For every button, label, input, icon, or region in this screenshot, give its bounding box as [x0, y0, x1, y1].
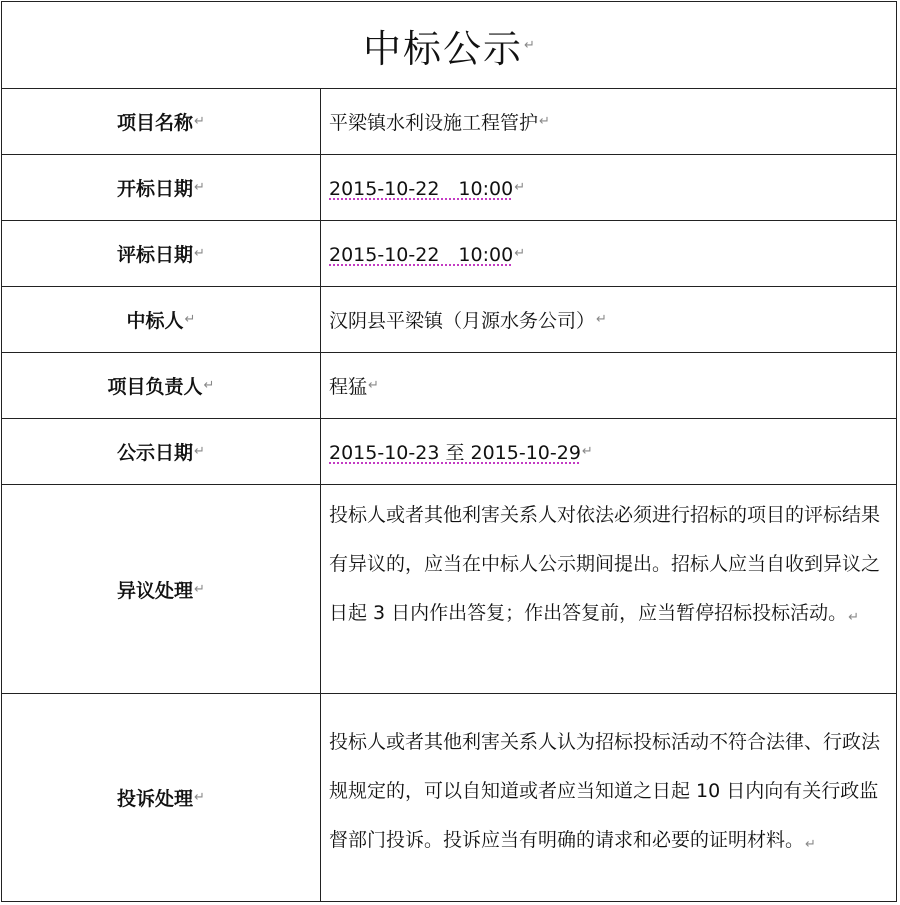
row-label: 投诉处理 ↵ — [2, 694, 321, 901]
row-label: 开标日期 ↵ — [2, 155, 321, 220]
row-label: 中标人 ↵ — [2, 287, 321, 352]
page-title: 中标公示 — [363, 26, 524, 71]
paragraph-mark-icon: ↵ — [514, 180, 526, 195]
row-label: 评标日期 ↵ — [2, 221, 321, 286]
row-value: 汉阴县平梁镇（月源水务公司） ↵ — [329, 310, 607, 332]
paragraph-mark-icon: ↵ — [581, 444, 593, 459]
table-row — [2, 485, 896, 694]
table-row — [2, 419, 896, 485]
row-value: 程猛 ↵ — [329, 376, 379, 398]
paragraph-mark-icon: ↵ — [524, 37, 535, 53]
row-label: 项目负责人 ↵ — [2, 353, 321, 418]
paragraph-mark-icon: ↵ — [194, 180, 205, 195]
table-row — [2, 221, 896, 287]
paragraph-mark-icon: ↵ — [203, 378, 215, 393]
row-value: 2015-10-22 10:00 ↵ — [329, 244, 526, 266]
row-value: 2015-10-22 10:00 ↵ — [329, 178, 526, 200]
paragraph-mark-icon: ↵ — [805, 837, 816, 852]
table-row — [2, 353, 896, 419]
notice-table — [1, 1, 897, 902]
paragraph-mark-icon: ↵ — [848, 610, 860, 625]
paragraph-mark-icon: ↵ — [596, 312, 607, 327]
row-value: 投标人或者其他利害关系人认为招标投标活动不符合法律、行政法规规定的，可以自知道或者应当知道之日起 10 日内向有关行政监督部门投诉。投诉应当有明确的请求和必要的证明材料。↵ — [329, 731, 881, 852]
paragraph-mark-icon: ↵ — [184, 312, 196, 327]
table-row — [2, 155, 896, 221]
row-value: 2015-10-23 至 2015-10-29 ↵ — [329, 442, 593, 464]
paragraph-mark-icon: ↵ — [194, 114, 205, 129]
paragraph-mark-icon: ↵ — [539, 114, 550, 129]
paragraph-mark-icon: ↵ — [194, 246, 205, 261]
paragraph-mark-icon: ↵ — [368, 378, 379, 393]
row-label: 项目名称 ↵ — [2, 89, 321, 154]
paragraph-mark-icon: ↵ — [514, 246, 526, 261]
paragraph-mark-icon: ↵ — [194, 790, 205, 805]
row-value: 平梁镇水利设施工程管护 ↵ — [329, 112, 550, 134]
table-row — [2, 694, 896, 901]
table-row — [2, 287, 896, 353]
row-label: 异议处理 ↵ — [2, 485, 321, 693]
paragraph-mark-icon: ↵ — [194, 581, 205, 597]
table-row — [2, 89, 896, 155]
title-row — [2, 2, 896, 89]
row-value: 投标人或者其他利害关系人对依法必须进行招标的项目的评标结果有异议的，应当在中标人公示期间提出。招标人应当自收到异议之日起 3 日内作出答复；作出答复前，应当暂停招标投标活动。↵ — [329, 504, 881, 625]
row-label: 公示日期 ↵ — [2, 419, 321, 484]
paragraph-mark-icon: ↵ — [194, 444, 205, 459]
